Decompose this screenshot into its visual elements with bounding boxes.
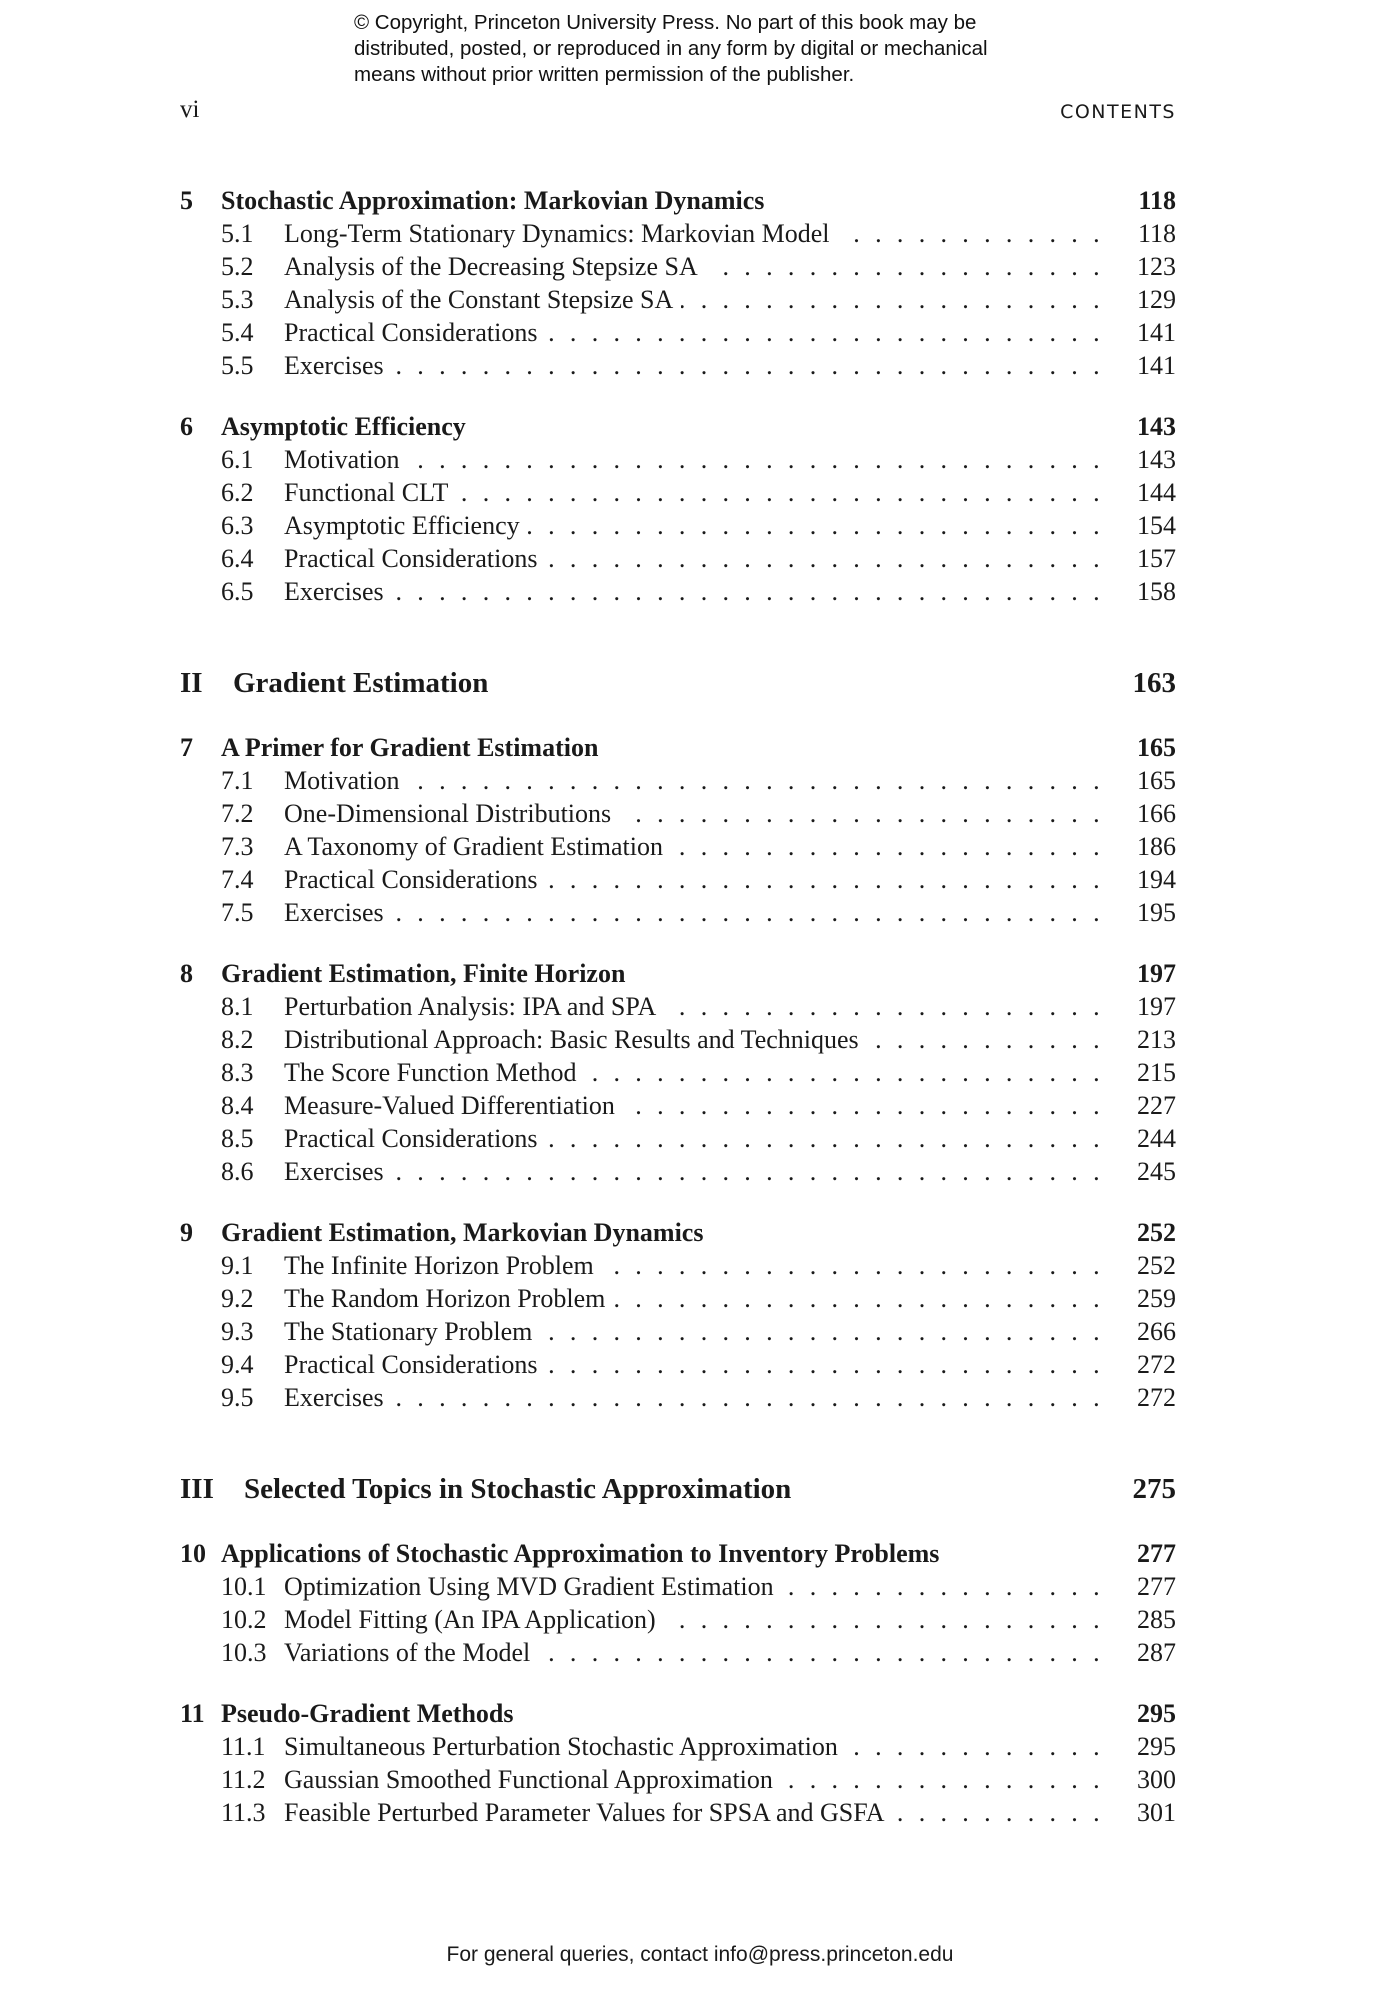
section-page-number: 141 [1137, 318, 1176, 347]
section-title: The Score Function Method [284, 1058, 584, 1087]
section-entry [0, 1090, 1400, 1122]
section-number: 5.5 [221, 351, 254, 380]
section-number: 10.2 [221, 1605, 267, 1634]
chapter-title: Applications of Stochastic Approximation to Inventory Problems [221, 1539, 940, 1568]
section-number: 7.2 [221, 799, 254, 828]
section-number: 8.5 [221, 1124, 254, 1153]
section-title-leader [284, 765, 1104, 797]
section-number: 5.3 [221, 285, 254, 314]
section-title-leader [284, 576, 1104, 608]
section-entry [0, 1316, 1400, 1348]
chapter-number: 5 [180, 186, 193, 215]
section-entry [0, 864, 1400, 896]
section-title: Gaussian Smoothed Functional Approximation [284, 1765, 781, 1794]
section-title: Practical Considerations [284, 1124, 545, 1153]
section-page-number: 287 [1137, 1638, 1176, 1667]
section-title: Analysis of the Decreasing Stepsize SA [284, 252, 706, 281]
section-title-leader [284, 1571, 1104, 1603]
section-entry [0, 831, 1400, 863]
copyright-line: distributed, posted, or reproduced in any form by digital or mechanical [354, 37, 988, 60]
section-page-number: 215 [1137, 1058, 1176, 1087]
section-title-leader [284, 1382, 1104, 1414]
section-entry [0, 1250, 1400, 1282]
section-number: 8.6 [221, 1157, 254, 1186]
section-title-leader [284, 1349, 1104, 1381]
section-entry [0, 1637, 1400, 1669]
section-number: 6.4 [221, 544, 254, 573]
section-title-leader [284, 444, 1104, 476]
section-page-number: 144 [1137, 478, 1176, 507]
page-number: vi [180, 96, 200, 123]
section-number: 5.2 [221, 252, 254, 281]
section-entry [0, 798, 1400, 830]
part-page-number: 163 [1132, 667, 1176, 699]
section-title-leader [284, 510, 1104, 542]
part-title: Selected Topics in Stochastic Approximation [244, 1473, 792, 1505]
section-page-number: 300 [1137, 1765, 1176, 1794]
section-title: Long-Term Stationary Dynamics: Markovian Model [284, 219, 838, 248]
section-entry [0, 1764, 1400, 1796]
section-entry [0, 991, 1400, 1023]
section-page-number: 157 [1137, 544, 1176, 573]
running-head: CONTENTS [1060, 101, 1176, 123]
section-title: Practical Considerations [284, 1350, 545, 1379]
section-entry [0, 1156, 1400, 1188]
section-entry [0, 317, 1400, 349]
section-entry [0, 477, 1400, 509]
section-number: 10.3 [221, 1638, 267, 1667]
section-number: 6.3 [221, 511, 254, 540]
section-entry [0, 1057, 1400, 1089]
section-entry [0, 1604, 1400, 1636]
section-number: 6.5 [221, 577, 254, 606]
section-page-number: 285 [1137, 1605, 1176, 1634]
chapter-page-number: 197 [1137, 959, 1176, 988]
section-title: Exercises [284, 1383, 392, 1412]
section-page-number: 245 [1137, 1157, 1176, 1186]
section-title-leader [284, 1123, 1104, 1155]
section-number: 7.4 [221, 865, 254, 894]
section-entry [0, 1123, 1400, 1155]
section-entry [0, 350, 1400, 382]
section-title-leader [284, 1057, 1104, 1089]
section-number: 7.5 [221, 898, 254, 927]
chapter-number: 6 [180, 412, 193, 441]
section-page-number: 154 [1137, 511, 1176, 540]
section-page-number: 244 [1137, 1124, 1176, 1153]
section-number: 8.2 [221, 1025, 254, 1054]
section-page-number: 252 [1137, 1251, 1176, 1280]
section-title-leader [284, 284, 1104, 316]
section-page-number: 272 [1137, 1383, 1176, 1412]
section-entry [0, 1382, 1400, 1414]
section-page-number: 197 [1137, 992, 1176, 1021]
chapter-title: A Primer for Gradient Estimation [221, 733, 599, 762]
section-entry [0, 284, 1400, 316]
chapter-heading [0, 1217, 1400, 1249]
section-title: Measure-Valued Differentiation [284, 1091, 623, 1120]
section-number: 9.4 [221, 1350, 254, 1379]
section-number: 9.3 [221, 1317, 254, 1346]
section-title: Motivation [284, 445, 408, 474]
copyright-line: means without prior written permission of the publisher. [354, 63, 855, 86]
section-page-number: 123 [1137, 252, 1176, 281]
section-entry [0, 1731, 1400, 1763]
section-title-leader [284, 897, 1104, 929]
chapter-title: Stochastic Approximation: Markovian Dynamics [221, 186, 765, 215]
section-entry [0, 897, 1400, 929]
chapter-heading [0, 732, 1400, 764]
section-title-leader [284, 1797, 1104, 1829]
section-title: The Infinite Horizon Problem [284, 1251, 602, 1280]
section-entry [0, 1797, 1400, 1829]
section-title-leader [284, 1731, 1104, 1763]
chapter-number: 7 [180, 733, 193, 762]
section-number: 6.2 [221, 478, 254, 507]
section-page-number: 277 [1137, 1572, 1176, 1601]
section-title: Simultaneous Perturbation Stochastic Approximation [284, 1732, 846, 1761]
section-page-number: 259 [1137, 1284, 1176, 1313]
chapter-page-number: 252 [1137, 1218, 1176, 1247]
section-page-number: 166 [1137, 799, 1176, 828]
section-number: 7.3 [221, 832, 254, 861]
section-title-leader [284, 831, 1104, 863]
section-title: Exercises [284, 898, 392, 927]
section-number: 11.1 [221, 1732, 266, 1761]
section-title: The Stationary Problem [284, 1317, 540, 1346]
chapter-title: Pseudo-Gradient Methods [221, 1699, 514, 1728]
section-number: 9.2 [221, 1284, 254, 1313]
footer-contact: For general queries, contact info@press.princeton.edu [446, 1943, 954, 1966]
section-title: Exercises [284, 351, 392, 380]
section-title: Variations of the Model [284, 1638, 538, 1667]
part-page-number: 275 [1132, 1473, 1176, 1505]
section-title: Practical Considerations [284, 865, 545, 894]
chapter-number: 9 [180, 1218, 193, 1247]
section-page-number: 118 [1137, 219, 1176, 248]
section-number: 11.2 [221, 1765, 266, 1794]
section-number: 9.5 [221, 1383, 254, 1412]
section-title-leader [284, 1764, 1104, 1796]
section-page-number: 272 [1137, 1350, 1176, 1379]
section-title-leader [284, 1604, 1104, 1636]
section-page-number: 266 [1137, 1317, 1176, 1346]
section-title: Motivation [284, 766, 408, 795]
chapter-page-number: 295 [1137, 1699, 1176, 1728]
chapter-page-number: 118 [1138, 186, 1176, 215]
section-page-number: 195 [1137, 898, 1176, 927]
section-page-number: 141 [1137, 351, 1176, 380]
section-number: 5.4 [221, 318, 254, 347]
copyright-notice [354, 10, 1074, 88]
section-title: A Taxonomy of Gradient Estimation [284, 832, 671, 861]
chapter-title: Gradient Estimation, Finite Horizon [221, 959, 626, 988]
section-title: Analysis of the Constant Stepsize SA [284, 285, 681, 314]
section-title: Model Fitting (An IPA Application) [284, 1605, 664, 1634]
section-number: 8.4 [221, 1091, 254, 1120]
section-page-number: 301 [1137, 1798, 1176, 1827]
section-title: Exercises [284, 1157, 392, 1186]
section-page-number: 186 [1137, 832, 1176, 861]
section-title: The Random Horizon Problem [284, 1284, 613, 1313]
section-title: Functional CLT [284, 478, 456, 507]
section-title: Asymptotic Efficiency [284, 511, 528, 540]
section-title: Feasible Perturbed Parameter Values for SPSA and GSFA [284, 1798, 893, 1827]
section-entry [0, 765, 1400, 797]
section-entry [0, 576, 1400, 608]
section-entry [0, 218, 1400, 250]
section-page-number: 194 [1137, 865, 1176, 894]
chapter-heading [0, 1538, 1400, 1570]
section-title-leader [284, 991, 1104, 1023]
section-entry [0, 510, 1400, 542]
section-title-leader [284, 1090, 1104, 1122]
section-title-leader [284, 1024, 1104, 1056]
section-title-leader [284, 798, 1104, 830]
section-number: 9.1 [221, 1251, 254, 1280]
chapter-page-number: 277 [1137, 1539, 1176, 1568]
section-title-leader [284, 350, 1104, 382]
section-title: One-Dimensional Distributions [284, 799, 619, 828]
chapter-page-number: 143 [1137, 412, 1176, 441]
section-entry [0, 1571, 1400, 1603]
part-number: III [180, 1473, 214, 1505]
chapter-number: 10 [180, 1539, 206, 1568]
chapter-number: 8 [180, 959, 193, 988]
section-title: Perturbation Analysis: IPA and SPA [284, 992, 664, 1021]
section-title-leader [284, 1637, 1104, 1669]
section-number: 11.3 [221, 1798, 266, 1827]
chapter-heading [0, 185, 1400, 217]
chapter-title: Asymptotic Efficiency [221, 412, 466, 441]
section-title-leader [284, 1283, 1104, 1315]
section-entry [0, 1349, 1400, 1381]
section-number: 10.1 [221, 1572, 267, 1601]
section-entry [0, 444, 1400, 476]
section-number: 8.1 [221, 992, 254, 1021]
section-page-number: 295 [1137, 1732, 1176, 1761]
section-title-leader [284, 864, 1104, 896]
section-title-leader [284, 317, 1104, 349]
section-title: Exercises [284, 577, 392, 606]
part-title: Gradient Estimation [233, 667, 489, 699]
part-heading [0, 665, 1400, 701]
chapter-heading [0, 1698, 1400, 1730]
section-number: 8.3 [221, 1058, 254, 1087]
section-title-leader [284, 1316, 1104, 1348]
part-heading [0, 1471, 1400, 1507]
section-title: Practical Considerations [284, 318, 545, 347]
section-page-number: 143 [1137, 445, 1176, 474]
chapter-heading [0, 411, 1400, 443]
section-entry [0, 1024, 1400, 1056]
chapter-page-number: 165 [1137, 733, 1176, 762]
section-number: 5.1 [221, 219, 254, 248]
section-entry [0, 1283, 1400, 1315]
section-title-leader [284, 1250, 1104, 1282]
section-number: 7.1 [221, 766, 254, 795]
part-number: II [180, 667, 203, 699]
section-page-number: 227 [1137, 1091, 1176, 1120]
chapter-number: 11 [180, 1699, 205, 1728]
section-title: Optimization Using MVD Gradient Estimation [284, 1572, 782, 1601]
section-entry [0, 543, 1400, 575]
section-page-number: 129 [1137, 285, 1176, 314]
section-entry [0, 251, 1400, 283]
chapter-heading [0, 958, 1400, 990]
section-title-leader [284, 543, 1104, 575]
section-page-number: 213 [1137, 1025, 1176, 1054]
section-page-number: 158 [1137, 577, 1176, 606]
copyright-line: © Copyright, Princeton University Press. No part of this book may be [354, 11, 977, 34]
section-title-leader [284, 218, 1104, 250]
section-title: Practical Considerations [284, 544, 545, 573]
section-title-leader [284, 1156, 1104, 1188]
section-number: 6.1 [221, 445, 254, 474]
section-title: Distributional Approach: Basic Results and Techniques [284, 1025, 867, 1054]
section-page-number: 165 [1137, 766, 1176, 795]
section-title-leader [284, 251, 1104, 283]
chapter-title: Gradient Estimation, Markovian Dynamics [221, 1218, 704, 1247]
section-title-leader [284, 477, 1104, 509]
